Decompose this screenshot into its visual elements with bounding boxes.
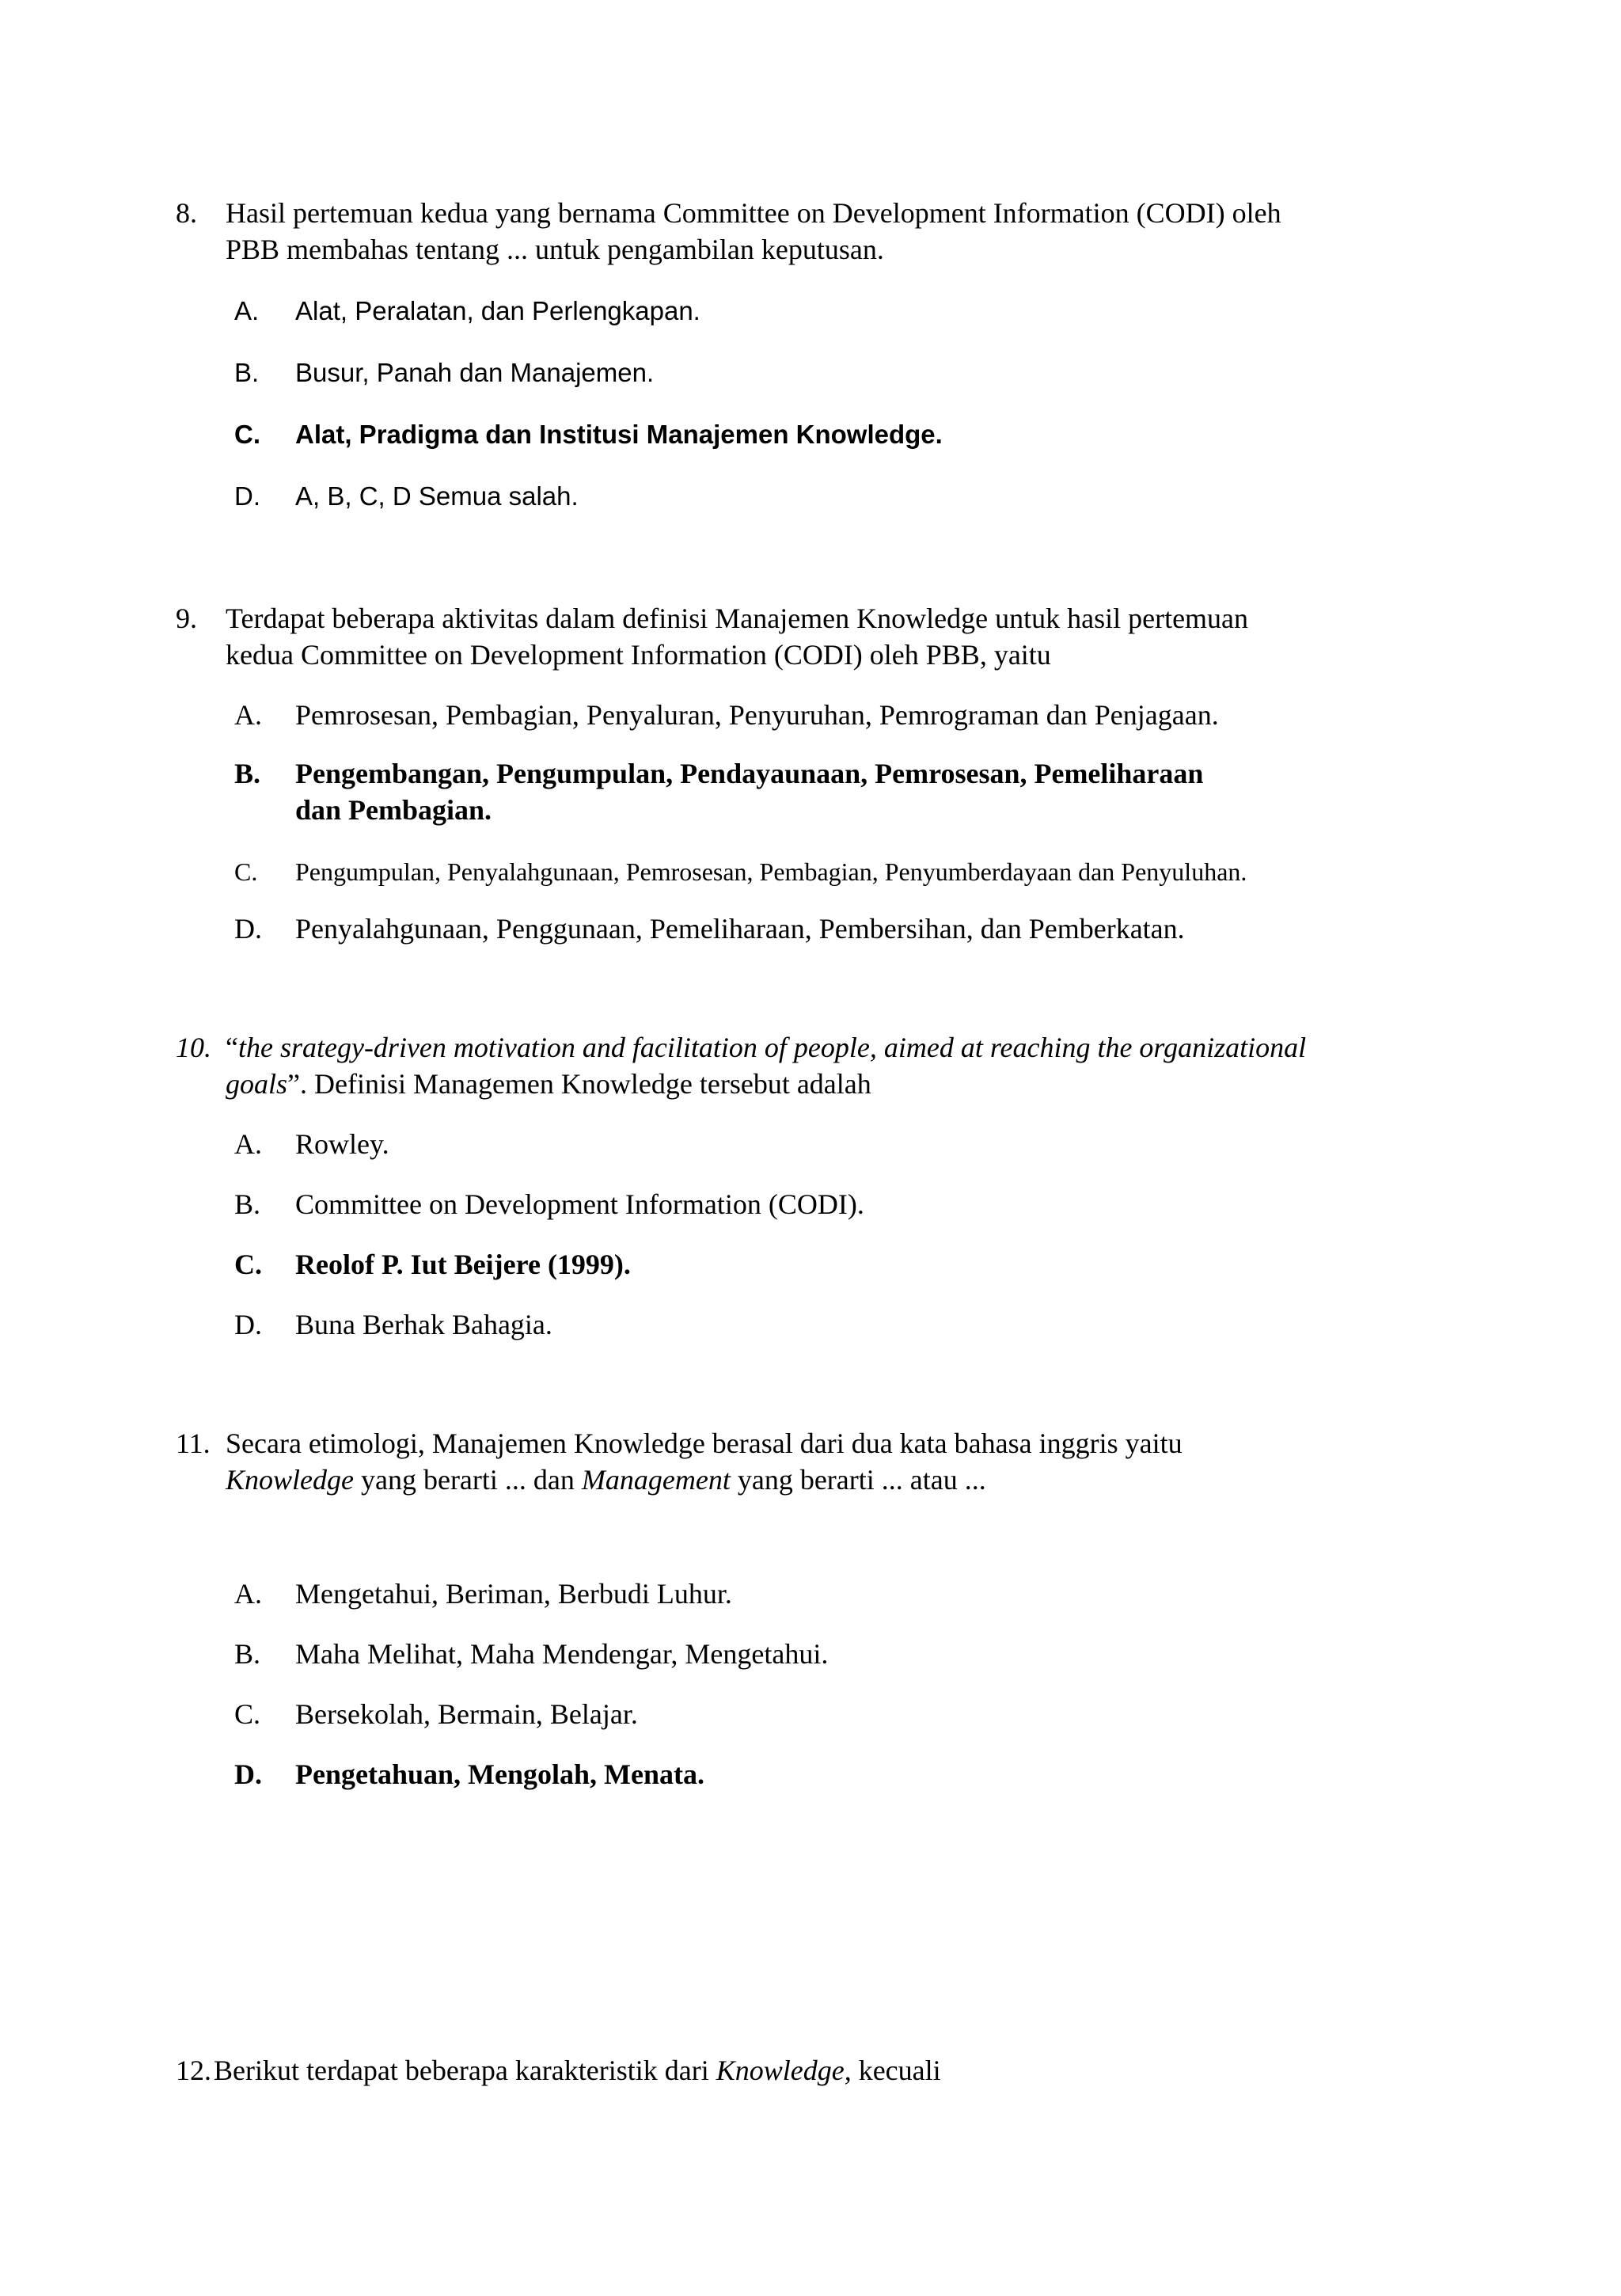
question-number: 10. bbox=[176, 1032, 211, 1063]
option-letter: C. bbox=[234, 420, 260, 449]
correct-option-text: Reolof P. Iut Beijere (1999). bbox=[295, 1249, 631, 1280]
option-text: A, B, C, D Semua salah. bbox=[295, 481, 579, 511]
question-number: 11. bbox=[176, 1427, 211, 1459]
option-letter: B. bbox=[234, 1638, 261, 1670]
question-text: Secara etimologi, Manajemen Knowledge berasal dari dua kata bahasa inggris yaitu bbox=[226, 1427, 1183, 1459]
question-number: 12. bbox=[176, 2055, 211, 2086]
question-text: Hasil pertemuan kedua yang bernama Committee on Development Information (CODI) oleh bbox=[226, 197, 1281, 229]
option-text: Alat, Peralatan, dan Perlengkapan. bbox=[295, 296, 700, 325]
option-letter: B. bbox=[234, 358, 260, 387]
option-text: Pemrosesan, Pembagian, Penyaluran, Penyuruhan, Pemrograman dan Penjagaan. bbox=[295, 699, 1219, 731]
option-text: Rowley. bbox=[295, 1128, 389, 1160]
option-letter: D. bbox=[234, 913, 262, 945]
correct-option-text: Alat, Pradigma dan Institusi Manajemen Knowledge. bbox=[295, 420, 943, 449]
option-text: Pengumpulan, Penyalahgunaan, Pemrosesan, Pembagian, Penyumberdayaan dan Penyuluhan. bbox=[295, 857, 1247, 886]
question-text: “the srategy-driven motivation and facilitation of people, aimed at reaching the organizational bbox=[226, 1032, 1307, 1063]
correct-option-text: Pengetahuan, Mengolah, Menata. bbox=[295, 1758, 704, 1790]
option-text: Buna Berhak Bahagia. bbox=[295, 1309, 552, 1340]
option-letter: B. bbox=[234, 1188, 261, 1220]
option-letter: A. bbox=[234, 1128, 262, 1160]
option-letter: C. bbox=[234, 1698, 261, 1730]
option-letter: C. bbox=[234, 1249, 262, 1280]
question-number: 9. bbox=[176, 603, 197, 634]
option-letter: D. bbox=[234, 1758, 262, 1790]
option-letter: D. bbox=[234, 1309, 262, 1340]
question-text: Terdapat beberapa aktivitas dalam definisi Manajemen Knowledge untuk hasil pertemuan bbox=[226, 603, 1249, 634]
option-text: Penyalahgunaan, Penggunaan, Pemeliharaan, Pembersihan, dan Pemberkatan. bbox=[295, 913, 1185, 945]
question-text: kedua Committee on Development Information (CODI) oleh PBB, yaitu bbox=[226, 639, 1051, 671]
correct-option-text: dan Pembagian. bbox=[295, 794, 492, 826]
option-text: Committee on Development Information (CODI). bbox=[295, 1188, 864, 1220]
question-text: goals”. Definisi Managemen Knowledge tersebut adalah bbox=[226, 1068, 871, 1100]
option-text: Mengetahui, Beriman, Berbudi Luhur. bbox=[295, 1578, 732, 1610]
option-text: Bersekolah, Bermain, Belajar. bbox=[295, 1698, 638, 1730]
question-text: PBB membahas tentang ... untuk pengambilan keputusan. bbox=[226, 234, 884, 265]
option-letter: A. bbox=[234, 699, 262, 731]
option-letter: D. bbox=[234, 481, 260, 511]
option-letter: A. bbox=[234, 296, 260, 325]
option-text: Maha Melihat, Maha Mendengar, Mengetahui. bbox=[295, 1638, 829, 1670]
option-letter: A. bbox=[234, 1578, 262, 1610]
question-number: 8. bbox=[176, 197, 197, 229]
question-text: Berikut terdapat beberapa karakteristik dari Knowledge, kecuali bbox=[214, 2055, 941, 2086]
option-text: Busur, Panah dan Manajemen. bbox=[295, 358, 655, 387]
option-letter: B. bbox=[234, 758, 261, 789]
question-text: Knowledge yang berarti ... dan Management yang berarti ... atau ... bbox=[226, 1464, 986, 1496]
option-letter: C. bbox=[234, 857, 258, 886]
correct-option-text: Pengembangan, Pengumpulan, Pendayaunaan, Pemrosesan, Pemeliharaan bbox=[295, 758, 1204, 789]
